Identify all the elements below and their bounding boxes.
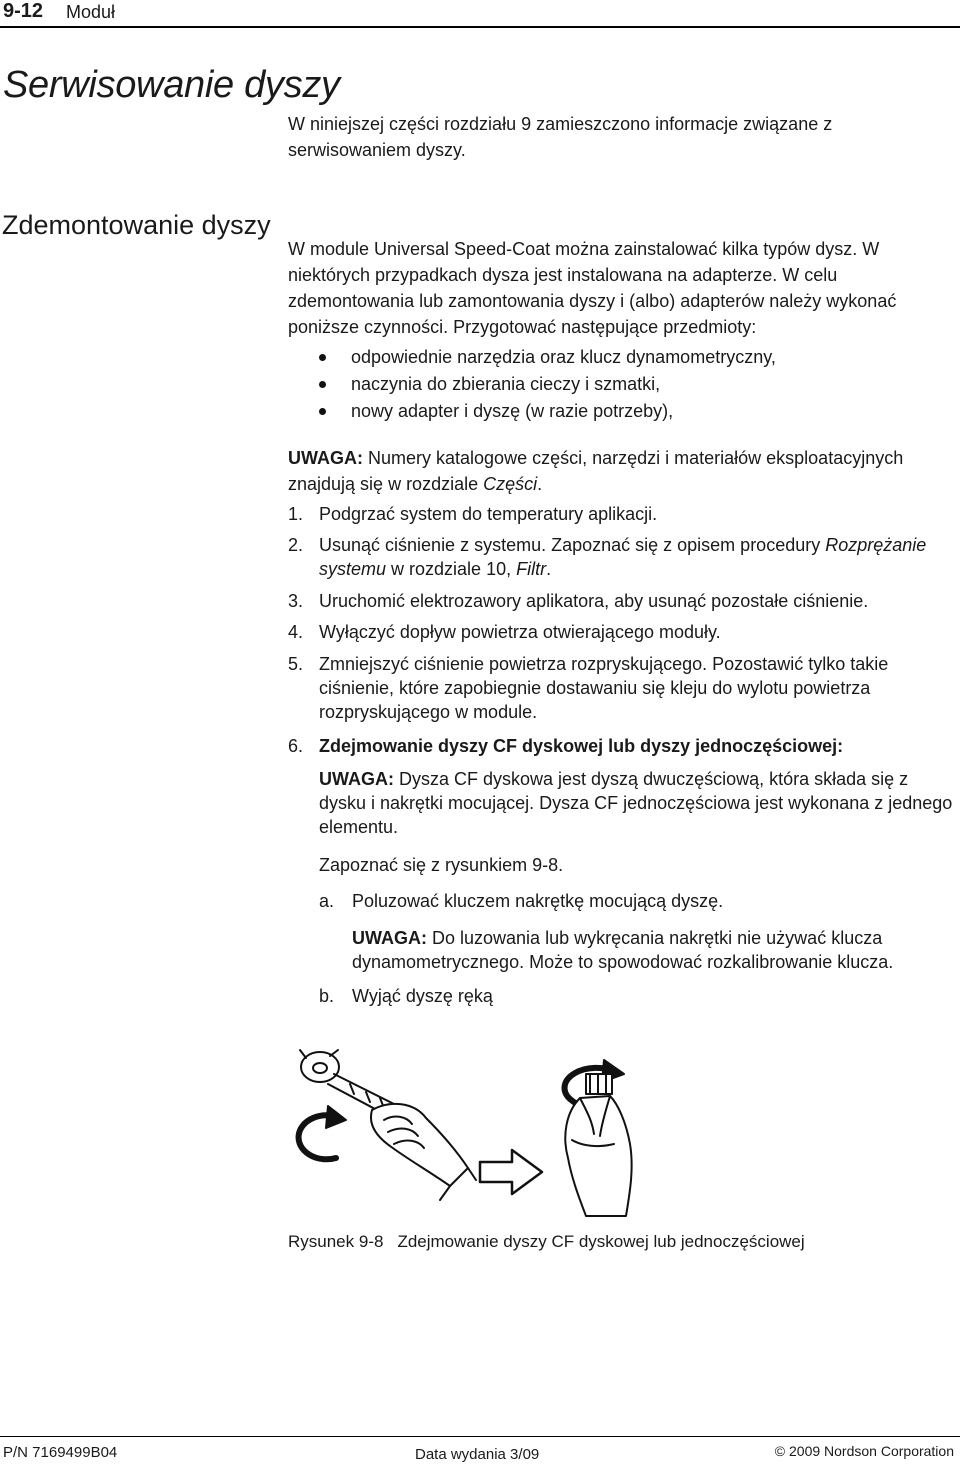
note-text: Dysza CF dyskowa jest dyszą dwuczęściową, która składa się z dysku i nakrętki mocującej. Dysza CF jednoczęściowa jest wykonana z jednego elementu.: [319, 769, 953, 837]
step-number: 4.: [288, 622, 304, 642]
step-text: Zmniejszyć ciśnienie powietrza rozpryskującego. Pozostawić tylko takie ciśnienie, które zapobiegnie dostawaniu się kleju do wylotu powietrza rozpryskującego w module.: [319, 654, 889, 722]
part-number: P/N 7169499B04: [3, 1444, 118, 1461]
right-arrow-icon: [480, 1150, 542, 1194]
step-text: Zdejmowanie dyszy CF dyskowej lub dyszy jednoczęściowej:: [319, 736, 844, 756]
figure-caption-text: Zdejmowanie dyszy CF dyskowej lub jednoczęściowej: [397, 1232, 805, 1251]
nozzle-removal-illustration: [280, 1040, 680, 1220]
figure-reference: Zapoznać się z rysunkiem 9-8.: [319, 855, 564, 875]
list-item: odpowiednie narzędzia oraz klucz dynamometryczny,: [288, 344, 948, 371]
substep-letter: b.: [319, 986, 335, 1006]
substep-text: Wyjąć dyszę ręką: [352, 986, 493, 1006]
step6-note: [319, 767, 955, 839]
figure-caption: [288, 1232, 805, 1252]
step-reference: Rozprężanie systemu: [319, 535, 927, 579]
note-parts: [288, 445, 956, 497]
step-number: 1.: [288, 504, 304, 524]
rotate-ccw-arrow-icon: [299, 1106, 346, 1159]
copyright: © 2009 Nordson Corporation: [774, 1443, 954, 1459]
substep-note: [352, 926, 952, 974]
page-title: Serwisowanie dyszy: [3, 64, 340, 106]
step-text: Wyłączyć dopływ powietrza otwierającego moduły.: [319, 622, 721, 642]
hand-icon: [371, 1104, 476, 1200]
step-text: Usunąć ciśnienie z systemu. Zapoznać się z opisem procedury Rozprężanie systemu w rozdziale 10, Filtr.: [319, 535, 927, 579]
note-label: UWAGA:: [352, 928, 427, 948]
header-rule: [0, 26, 960, 28]
note-end: .: [537, 474, 543, 494]
note-label: UWAGA:: [319, 769, 394, 789]
bullet-list: [288, 344, 948, 425]
step-number: 5.: [288, 654, 304, 674]
nozzle-icon: [586, 1074, 612, 1094]
note-label: UWAGA:: [288, 448, 363, 468]
substep-text: Poluzować kluczem nakrętkę mocującą dyszę.: [352, 891, 724, 911]
note-reference: Części: [483, 474, 538, 494]
step-number: 2.: [288, 535, 304, 555]
note-text: Do luzowania lub wykręcania nakrętki nie używać klucza dynamometrycznego. Może to spowodować rozkalibrowanie klucza.: [352, 928, 894, 972]
hand-icon-2: [565, 1096, 631, 1216]
substep-letter: a.: [319, 891, 335, 911]
intro-paragraph: W niniejszej części rozdziału 9 zamieszczono informacje związane z serwisowaniem dyszy.: [288, 114, 833, 160]
section-heading: Zdemontowanie dyszy: [2, 210, 271, 240]
note-text: Numery katalogowe części, narzędzi i materiałów eksploatacyjnych znajdują się w rozdziale: [288, 448, 904, 494]
list-item: naczynia do zbierania cieczy i szmatki,: [288, 371, 948, 398]
step-number: 3.: [288, 591, 304, 611]
section-paragraph: W module Universal Speed-Coat można zainstalować kilka typów dysz. W niektórych przypadkach dysza jest instalowana na adapterze. W celu zdemontowania lub zamontowania dyszy i (albo) adapterów należy wykonać poniższe czynności. Przygotować następujące przedmioty:: [288, 239, 897, 337]
step-text: Uruchomić elektrozawory aplikatora, aby usunąć pozostałe ciśnienie.: [319, 591, 869, 611]
chapter-name: Moduł: [66, 2, 116, 22]
step-reference-chapter: Filtr: [516, 559, 547, 579]
footer-rule: [0, 1436, 960, 1437]
step-number: 6.: [288, 736, 304, 756]
page-number: 9-12: [3, 0, 44, 22]
figure-label: Rysunek 9-8: [288, 1232, 384, 1251]
list-item: nowy adapter i dyszę (w razie potrzeby),: [288, 398, 948, 425]
issue-date: Data wydania 3/09: [415, 1446, 540, 1463]
step-text: Podgrzać system do temperatury aplikacji.: [319, 504, 658, 524]
